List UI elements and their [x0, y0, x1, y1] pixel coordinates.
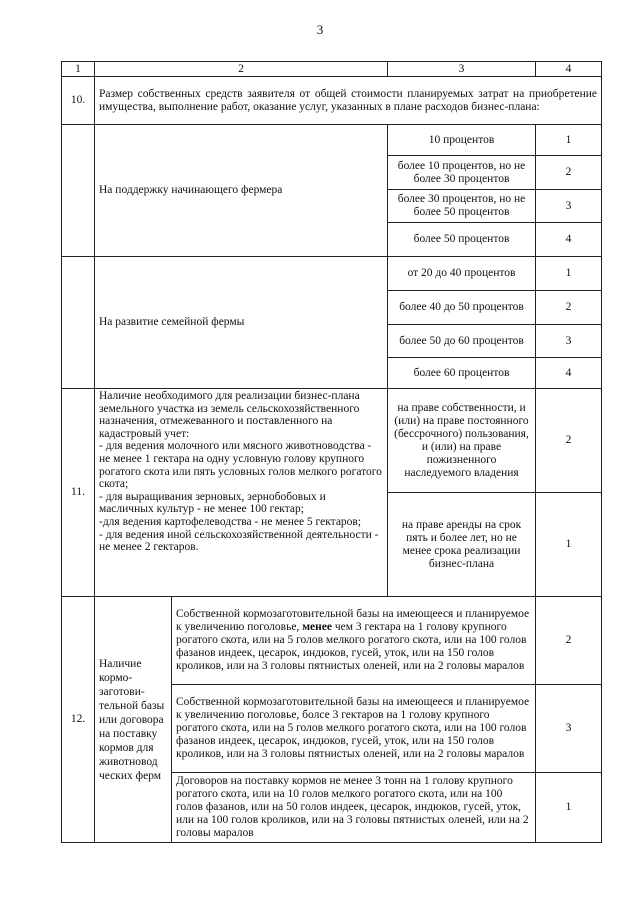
header-col-2: 2: [95, 62, 388, 77]
row-12-label: Наличие кормо-заготови-тельной базы или договора на поставку кормов для животновод ческих ферм: [95, 597, 172, 843]
row-12: [62, 597, 602, 685]
option-score: 4: [536, 358, 602, 389]
group-2-label: На развитие семейной фермы: [95, 257, 388, 389]
option-score: 2: [536, 291, 602, 325]
option-cond: более 60 процентов: [388, 358, 536, 389]
option-score: 3: [536, 685, 602, 773]
option-cond: Собственной кормозаготовительной базы на имеющееся и планируемое к увеличению поголовье, менее чем 3 гектара на 1 голову крупного рогатого скота, или на 5 голов мелкого рогатого скота, или на 100 голов фазанов индеек, цесарок, индюков, гусей, уток, или на 150 голов кроликов, или на 3 головы пятнистых оленей, или на 2 головы маралов: [172, 597, 536, 685]
row-10-title: [62, 77, 602, 125]
row-11-number: 11.: [62, 389, 95, 597]
row-10-group-2: [62, 257, 602, 291]
option-score: 3: [536, 190, 602, 223]
option-cond: Собственной кормозаготовительной базы на имеющееся и планируемое к увеличению поголовье, болсе 3 гектаров на 1 голову крупного рогатого скота, или на 5 голов мелкого рогатого скота, или на 100 голов фазанов индеек, цесарок, индюков, гусей, уток, или на 150 голов кроликов, или на 3 головы пятнистых оленей, или на 2 головы маралов: [172, 685, 536, 773]
row-10-text: Размер собственных средств заявителя от общей стоимости планируемых затрат на приобретение имущества, выполнение работ, оказание услуг, указанных в плане расходов бизнес-плана:: [95, 77, 602, 125]
header-col-3: 3: [388, 62, 536, 77]
row-10-empty-1: [62, 125, 95, 257]
criteria-table: [61, 61, 602, 843]
option-cond: на праве аренды на срок пять и более лет, но не менее срока реализации бизнес-плана: [388, 493, 536, 597]
option-cond: Договоров на поставку кормов не менее 3 тонн на 1 голову крупного рогатого скота, или на 10 голов мелкого рогатого скота, или на 100 голов фазанов, или на 50 голов индеек, цесарок, индюков, гусей, уток, или на 100 голов кроликов, или на 3 головы пятнистых оленей, или на 2 головы маралов: [172, 773, 536, 843]
header-col-1: 1: [62, 62, 95, 77]
option-score: 1: [536, 773, 602, 843]
row-11: [62, 389, 602, 493]
option-cond: более 10 процентов, но не более 30 процентов: [388, 156, 536, 190]
row-10-empty-2: [62, 257, 95, 389]
option-cond: более 30 процентов, но не более 50 процентов: [388, 190, 536, 223]
row-10-number: 10.: [62, 77, 95, 125]
option-cond: более 40 до 50 процентов: [388, 291, 536, 325]
row-12-number: 12.: [62, 597, 95, 843]
option-score: 2: [536, 389, 602, 493]
option-score: 2: [536, 597, 602, 685]
option-score: 2: [536, 156, 602, 190]
option-score: 3: [536, 325, 602, 358]
option-score: 1: [536, 493, 602, 597]
option-score: 1: [536, 257, 602, 291]
header-col-4: 4: [536, 62, 602, 77]
option-score: 4: [536, 223, 602, 257]
option-cond: на праве собственности, и (или) на праве постоянного (бессрочного) пользования, и (или) на праве пожизненного наследуемого владения: [388, 389, 536, 493]
option-cond: от 20 до 40 процентов: [388, 257, 536, 291]
option-cond: более 50 до 60 процентов: [388, 325, 536, 358]
group-1-label: На поддержку начинающего фермера: [95, 125, 388, 257]
option-cond: 10 процентов: [388, 125, 536, 156]
option-score: 1: [536, 125, 602, 156]
option-cond: более 50 процентов: [388, 223, 536, 257]
header-row: [62, 62, 602, 77]
row-11-text: Наличие необходимого для реализации бизнес-плана земельного участка из земель сельскохозяйственного назначения, отмежеванного и поставленного на кадастровый учет: - для ведения молочного или мясного животноводства - не менее 1 гектара на одну условную голову крупного рогатого скота или пять условных голов мелкого рогатого скота; - для выращивания зерновых, зернобобовых и масличных культур - не менее 100 гектар; -для ведения картофелеводства - не менее 5 гектаров; - для ведения иной сельскохозяйственной деятельности - не менее 2 гектаров.: [95, 389, 388, 597]
page-number: 3: [316, 22, 324, 37]
row-10-group-1: [62, 125, 602, 156]
